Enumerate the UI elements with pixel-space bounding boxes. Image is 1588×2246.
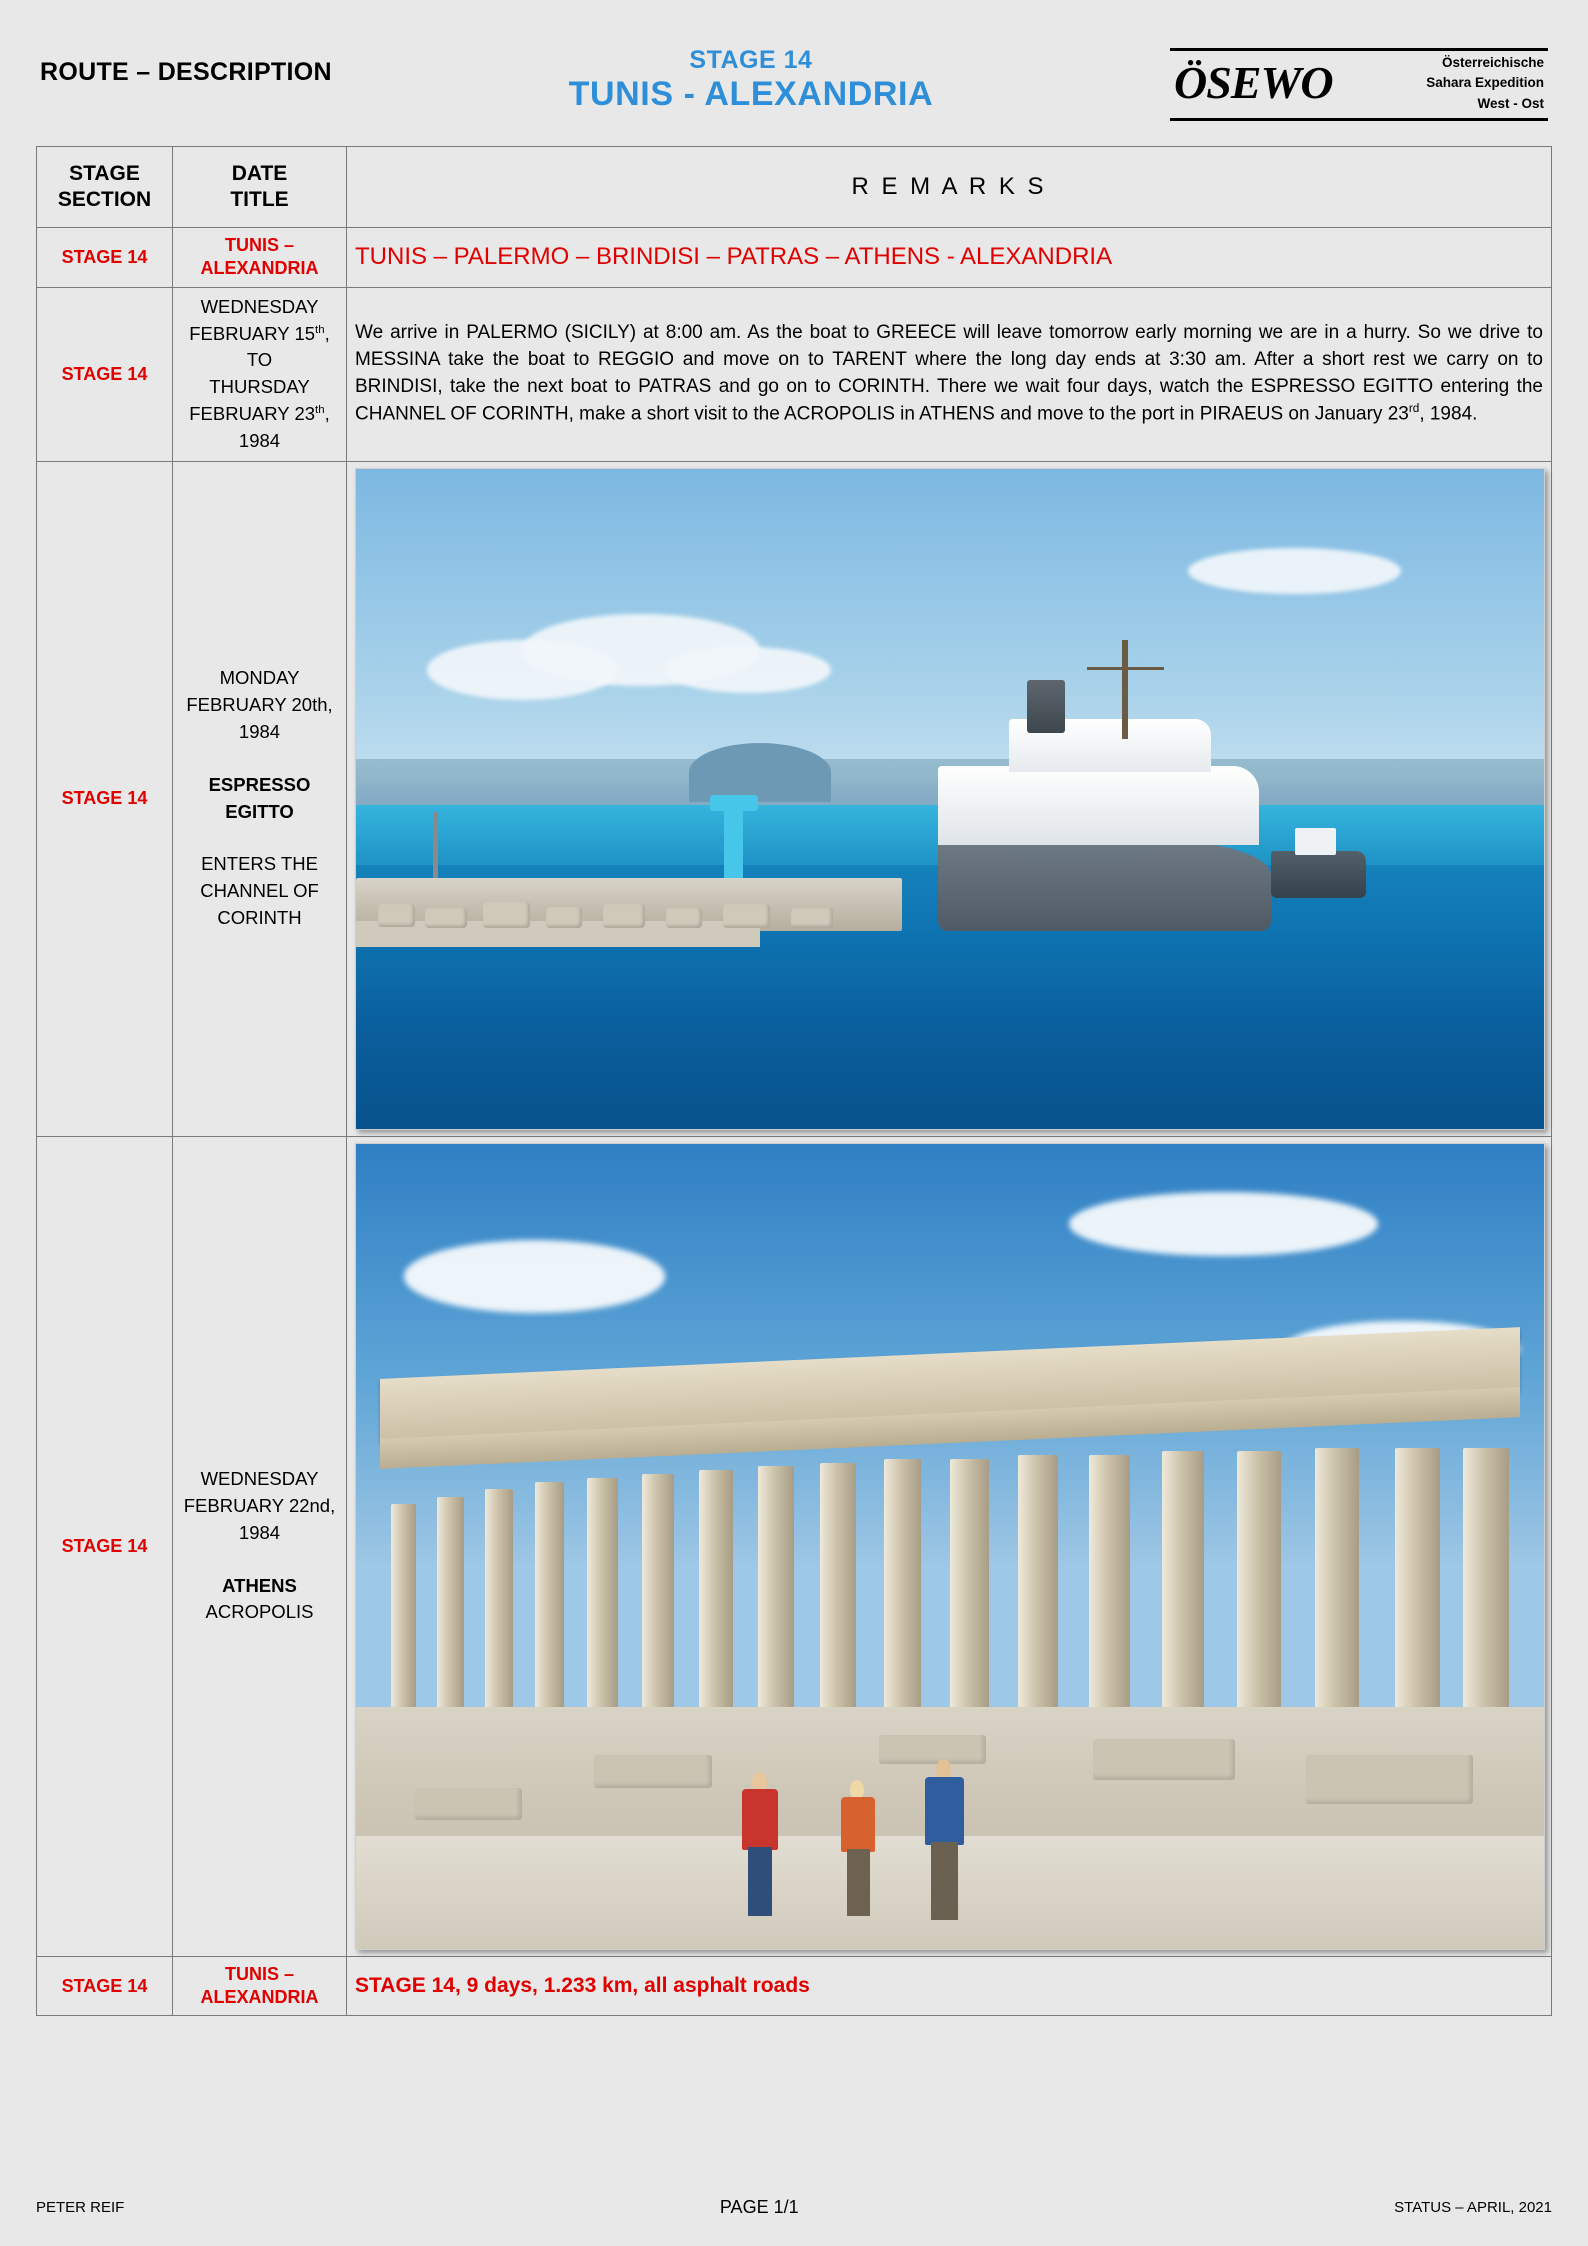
stage-number: STAGE 14 [689,46,813,74]
row2-date [173,287,347,461]
ship-hull [938,838,1271,930]
header-stage-section-line2: SECTION [57,188,152,211]
tugboat-cabin [1295,828,1337,854]
table-row [37,461,1552,1136]
row3-date-line3: 1984 [238,721,281,743]
header-stage-section-line1: STAGE [69,161,140,185]
acropolis-photo [355,1143,1545,1950]
footer-page-number: PAGE 1/1 [719,2197,799,2217]
row3-stage: STAGE 14 [37,461,173,1136]
breakwater-rocks [368,898,891,931]
row5-summary: STAGE 14, 9 days, 1.233 km, all asphalt roads [347,1956,1552,2016]
row2-date-line2: FEBRUARY 15th, [189,322,330,344]
table-row [37,1136,1552,1956]
table-row [37,287,1552,461]
row1-date-line2: ALEXANDRIA [200,258,319,279]
footer-author: PETER REIF [36,2199,125,2216]
stage-title: TUNIS - ALEXANDRIA [568,74,934,113]
row4-stage: STAGE 14 [37,1136,173,1956]
page-footer [36,2197,1552,2218]
row4-date-line1: WEDNESDAY [200,1468,319,1490]
row5-stage: STAGE 14 [37,1956,173,2016]
row2-date-line3: TO [246,349,273,371]
parthenon [380,1353,1520,1731]
row3-photo-cell [347,461,1552,1136]
table-row [37,1956,1552,2016]
osewo-logo [1170,48,1548,121]
row1-route: TUNIS – PALERMO – BRINDISI – PATRAS – ATHENS - ALEXANDRIA [347,228,1552,288]
row4-title-line2: ACROPOLIS [205,1601,314,1623]
logo-wordmark: ÖSEWO [1174,57,1333,109]
route-table [36,146,1552,2016]
row4-date [173,1136,347,1956]
row3-caption-line1: ENTERS THE [201,853,318,875]
table-header-row [37,147,1552,228]
visitor-figure [736,1772,784,1917]
ship-mast [1122,640,1128,739]
row3-title-line2: EGITTO [225,800,294,822]
footer-status: STATUS – APRIL, 2021 [1394,2199,1552,2216]
row3-date [173,461,347,1136]
row2-date-line6: 1984 [238,429,281,451]
stage-heading [332,40,1170,114]
row3-date-line2: FEBRUARY 20th, [186,694,333,716]
logo-subtitle-line3: West - Ost [1477,95,1544,111]
ship-funnel [1027,680,1065,733]
logo-subtitle-line2: Sahara Expedition [1426,75,1544,91]
logo-subtitle-line1: Österreichische [1441,55,1544,70]
visitor-figure [837,1780,880,1917]
row3-caption-line3: CORINTH [217,907,302,929]
row4-title-line1: ATHENS [222,1574,297,1596]
row5-date [173,1956,347,2016]
ship-superstructure [938,766,1259,845]
row2-date-line1: WEDNESDAY [200,295,319,317]
header-remarks: R E M A R K S [347,147,1552,228]
row3-date-line1: MONDAY [219,667,300,689]
header-date-line2: TITLE [230,188,289,211]
tugboat-hull [1271,851,1366,897]
visitor-figure [920,1759,970,1920]
island [689,743,832,802]
row5-date-line2: ALEXANDRIA [200,1987,319,2008]
route-description-title: ROUTE – DESCRIPTION [40,58,332,86]
row1-date [173,228,347,288]
sky [356,469,1544,786]
ship-photo [355,468,1545,1130]
row2-remarks: We arrive in PALERMO (SICILY) at 8:00 am. As the boat to GREECE will leave tomorrow early morning we are in a hurry. So we drive to MESSINA take the boat to REGGIO and move on to TARENT where the long day ends at 3:30 am. After a short rest we carry on to BRINDISI, take the next boat to PATRAS and go on to CORINTH. There we wait four days, watch the ESPRESSO EGITTO entering the CHANNEL OF CORINTH, make a short visit to the ACROPOLIS in ATHENS and move to the port in PIRAEUS on January 23rd, 1984. [347,287,1552,461]
row4-date-line2: FEBRUARY 22nd, [183,1494,336,1516]
row1-date-line1: TUNIS – [224,235,294,255]
page-header [36,40,1552,132]
logo-subtitle [1426,53,1544,114]
row2-date-line5: FEBRUARY 23th, [189,403,330,425]
row2-date-line4: THURSDAY [209,376,310,398]
row1-stage: STAGE 14 [37,228,173,288]
logo-area [1170,40,1548,121]
row2-stage: STAGE 14 [37,287,173,461]
row3-caption-line2: CHANNEL OF [200,880,319,902]
header-date-line1: DATE [231,161,288,185]
row4-date-line3: 1984 [238,1521,281,1543]
row3-title-line1: ESPRESSO [208,773,311,795]
header-stage-section [37,147,173,228]
row4-photo-cell [347,1136,1552,1956]
row5-date-line1: TUNIS – [224,1963,294,1984]
ship-mast-crossbeam [1087,667,1164,670]
header-date-title [173,147,347,228]
table-row [37,228,1552,288]
navigation-tower-top [710,795,758,811]
